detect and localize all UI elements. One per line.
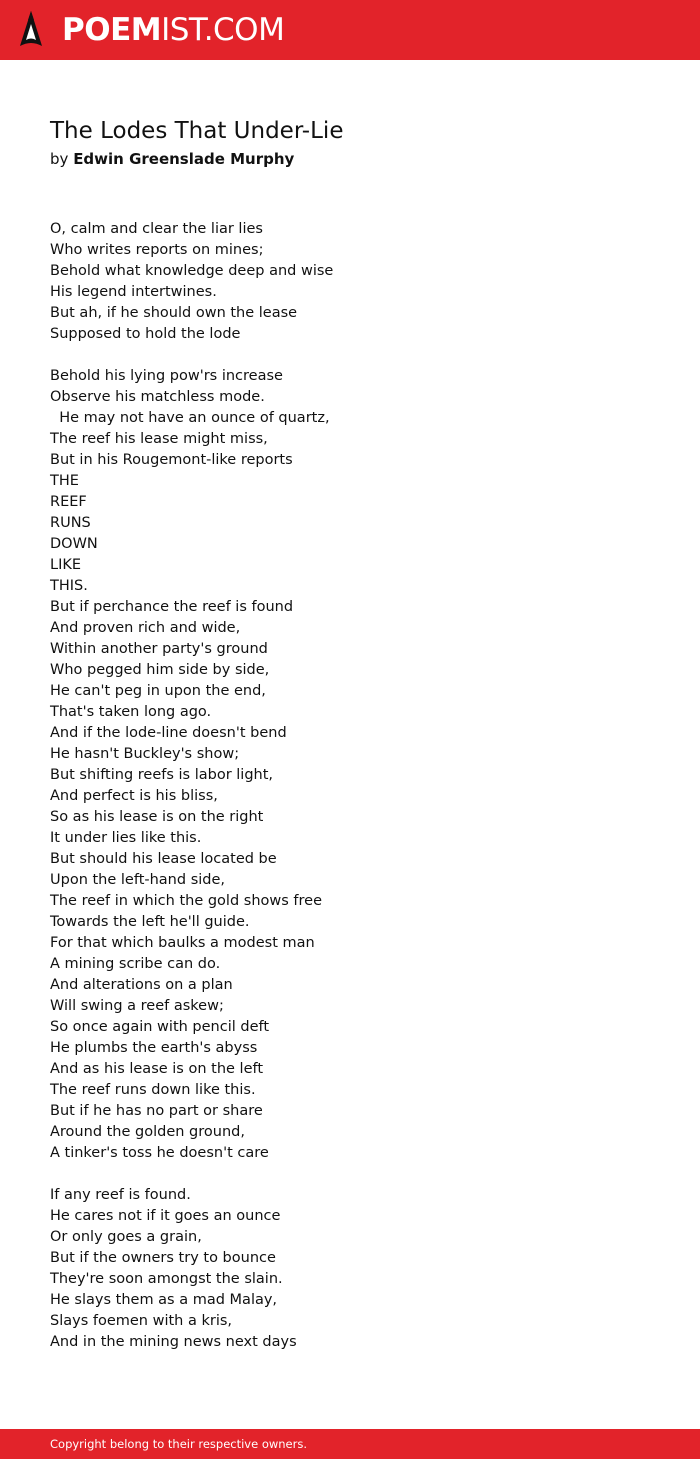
poem-line: Upon the left-hand side,: [50, 872, 226, 888]
poem-line: O, calm and clear the liar lies: [50, 221, 263, 237]
poem-line: His legend intertwines.: [50, 284, 217, 300]
poem-line: Slays foemen with a kris,: [50, 1313, 233, 1329]
logo-text-light: IST.COM: [161, 12, 285, 48]
poem-line: He plumbs the earth's abyss: [50, 1040, 258, 1056]
poem-line: So as his lease is on the right: [50, 809, 264, 825]
poem-line: DOWN: [50, 536, 98, 552]
poem-line: The reef runs down like this.: [50, 1082, 256, 1098]
poem-line: THE: [50, 473, 79, 489]
site-header: [0, 0, 700, 60]
poem-line: It under lies like this.: [50, 830, 202, 846]
poem-line: He cares not if it goes an ounce: [50, 1208, 281, 1224]
poem-line: THIS.: [50, 578, 88, 594]
stanza-break: [50, 1164, 650, 1185]
poem-line: But in his Rougemont-like reports: [50, 452, 293, 468]
poem-line: And in the mining news next days: [50, 1334, 297, 1350]
poem-line: And if the lode-line doesn't bend: [50, 725, 287, 741]
copyright-notice: Copyright belong to their respective owners.: [50, 1437, 308, 1451]
poem-line: Around the golden ground,: [50, 1124, 245, 1140]
author-name: Edwin Greenslade Murphy: [73, 150, 295, 168]
poem-line: Supposed to hold the lode: [50, 326, 241, 342]
poem-line: And alterations on a plan: [50, 977, 233, 993]
poem-line: Who pegged him side by side,: [50, 662, 270, 678]
poem-line: Towards the left he'll guide.: [50, 914, 250, 930]
poem-line: A mining scribe can do.: [50, 956, 221, 972]
poem-line: But ah, if he should own the lease: [50, 305, 298, 321]
poem-line: A tinker's toss he doesn't care: [50, 1145, 269, 1161]
poem-line: Who writes reports on mines;: [50, 242, 264, 258]
poem-line: Observe his matchless mode.: [50, 389, 265, 405]
logo-text-bold: POEM: [62, 12, 162, 48]
poem-line: And perfect is his bliss,: [50, 788, 218, 804]
poem-line: Behold what knowledge deep and wise: [50, 263, 334, 279]
poem-line: If any reef is found.: [50, 1187, 191, 1203]
poem-line: But shifting reefs is labor light,: [50, 767, 274, 783]
poem-line: The reef his lease might miss,: [50, 431, 268, 447]
byline: [50, 148, 294, 170]
poem-line: He may not have an ounce of quartz,: [50, 410, 330, 426]
poem-line: The reef in which the gold shows free: [50, 893, 323, 909]
site-logo[interactable]: [62, 11, 284, 49]
by-label: by: [50, 150, 69, 168]
poem-line: But if he has no part or share: [50, 1103, 263, 1119]
poem-line: Or only goes a grain,: [50, 1229, 202, 1245]
poem-line: So once again with pencil deft: [50, 1019, 270, 1035]
poem-line: That's taken long ago.: [50, 704, 212, 720]
poem-line: LIKE: [50, 557, 82, 573]
poem-body: [50, 219, 650, 1353]
pencil-tip-icon[interactable]: [18, 10, 44, 50]
poem-line: But should his lease located be: [50, 851, 277, 867]
poem-line: He slays them as a mad Malay,: [50, 1292, 278, 1308]
poem-line: Behold his lying pow'rs increase: [50, 368, 283, 384]
poem-line: They're soon amongst the slain.: [50, 1271, 283, 1287]
poem-line: But if the owners try to bounce: [50, 1250, 276, 1266]
poem-title: The Lodes That Under-Lie: [50, 118, 344, 144]
poem-line: He can't peg in upon the end,: [50, 683, 266, 699]
poem-line: RUNS: [50, 515, 91, 531]
poem-line: REEF: [50, 494, 87, 510]
site-footer: [0, 1429, 700, 1459]
poem-line: But if perchance the reef is found: [50, 599, 294, 615]
poem-line: Within another party's ground: [50, 641, 268, 657]
stanza-break: [50, 345, 650, 366]
poem-line: Will swing a reef askew;: [50, 998, 224, 1014]
poem-line: And proven rich and wide,: [50, 620, 241, 636]
poem-line: For that which baulks a modest man: [50, 935, 315, 951]
poem-line: He hasn't Buckley's show;: [50, 746, 240, 762]
poem-line: And as his lease is on the left: [50, 1061, 264, 1077]
